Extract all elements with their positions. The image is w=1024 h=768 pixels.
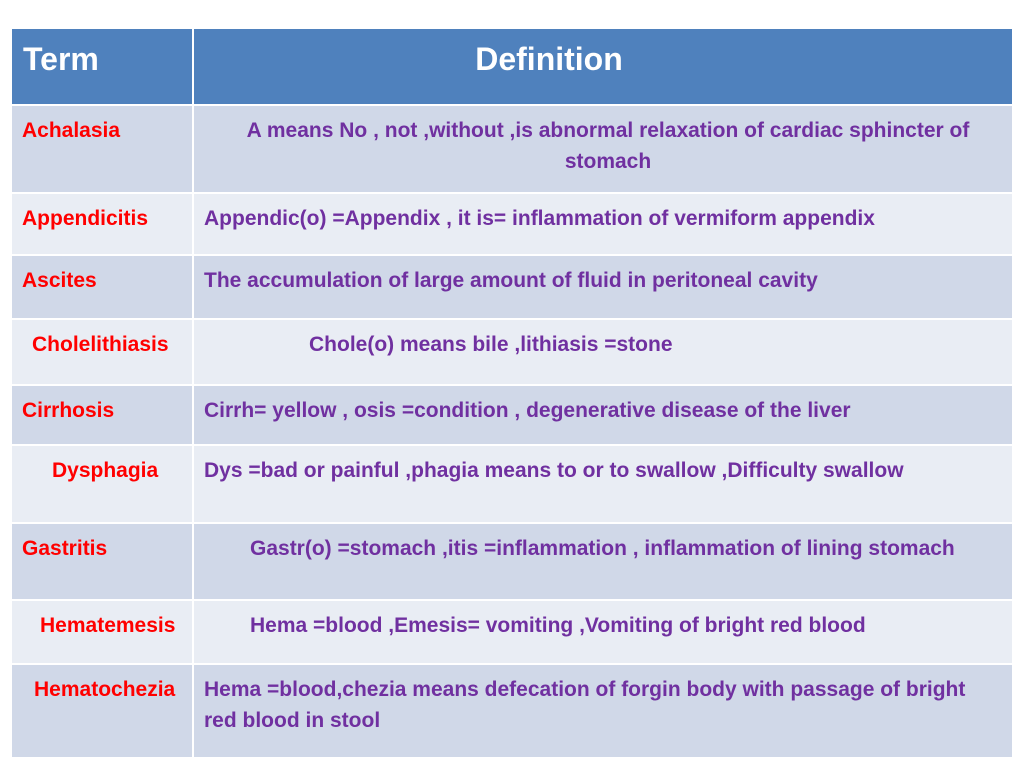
term-column-header: Term (12, 29, 194, 104)
table-row (12, 601, 1012, 665)
table-row (12, 256, 1012, 320)
term-cell: Cirrhosis (12, 386, 194, 444)
table-row (12, 524, 1012, 601)
term-cell: Ascites (12, 256, 194, 318)
table-row (12, 106, 1012, 194)
term-cell: Appendicitis (12, 194, 194, 254)
definition-cell: Dys =bad or painful ,phagia means to or to swallow ,Difficulty swallow (204, 459, 904, 482)
definition-cell: The accumulation of large amount of fluid in peritoneal cavity (204, 269, 818, 292)
term-cell: Gastritis (12, 524, 194, 599)
definition-cell: Chole(o) means bile ,lithiasis =stone (309, 333, 673, 356)
definition-cell: Hema =blood ,Emesis= vomiting ,Vomiting of bright red blood (250, 614, 866, 637)
definition-column-header: Definition (475, 41, 623, 77)
term-cell: Hematemesis (12, 601, 194, 663)
table-row (12, 320, 1012, 386)
terms-table (12, 29, 1012, 757)
term-cell: Dysphagia (12, 446, 194, 522)
term-cell: Hematochezia (12, 665, 194, 757)
table-header-row (12, 29, 1012, 106)
table-row (12, 446, 1012, 524)
table-row (12, 665, 1012, 757)
term-cell: Cholelithiasis (12, 320, 194, 384)
term-cell: Achalasia (12, 106, 194, 192)
table-row (12, 194, 1012, 256)
definition-cell: Appendic(o) =Appendix , it is= inflammation of vermiform appendix (204, 207, 875, 230)
definition-cell: Gastr(o) =stomach ,itis =inflammation , inflammation of lining stomach (250, 537, 955, 560)
definition-cell: Hema =blood,chezia means defecation of forgin body with passage of bright red blood in stool (204, 678, 966, 732)
table-row (12, 386, 1012, 446)
definition-cell: Cirrh= yellow , osis =condition , degenerative disease of the liver (204, 399, 851, 422)
definition-cell: A means No , not ,without ,is abnormal relaxation of cardiac sphincter of stomach (246, 119, 970, 173)
